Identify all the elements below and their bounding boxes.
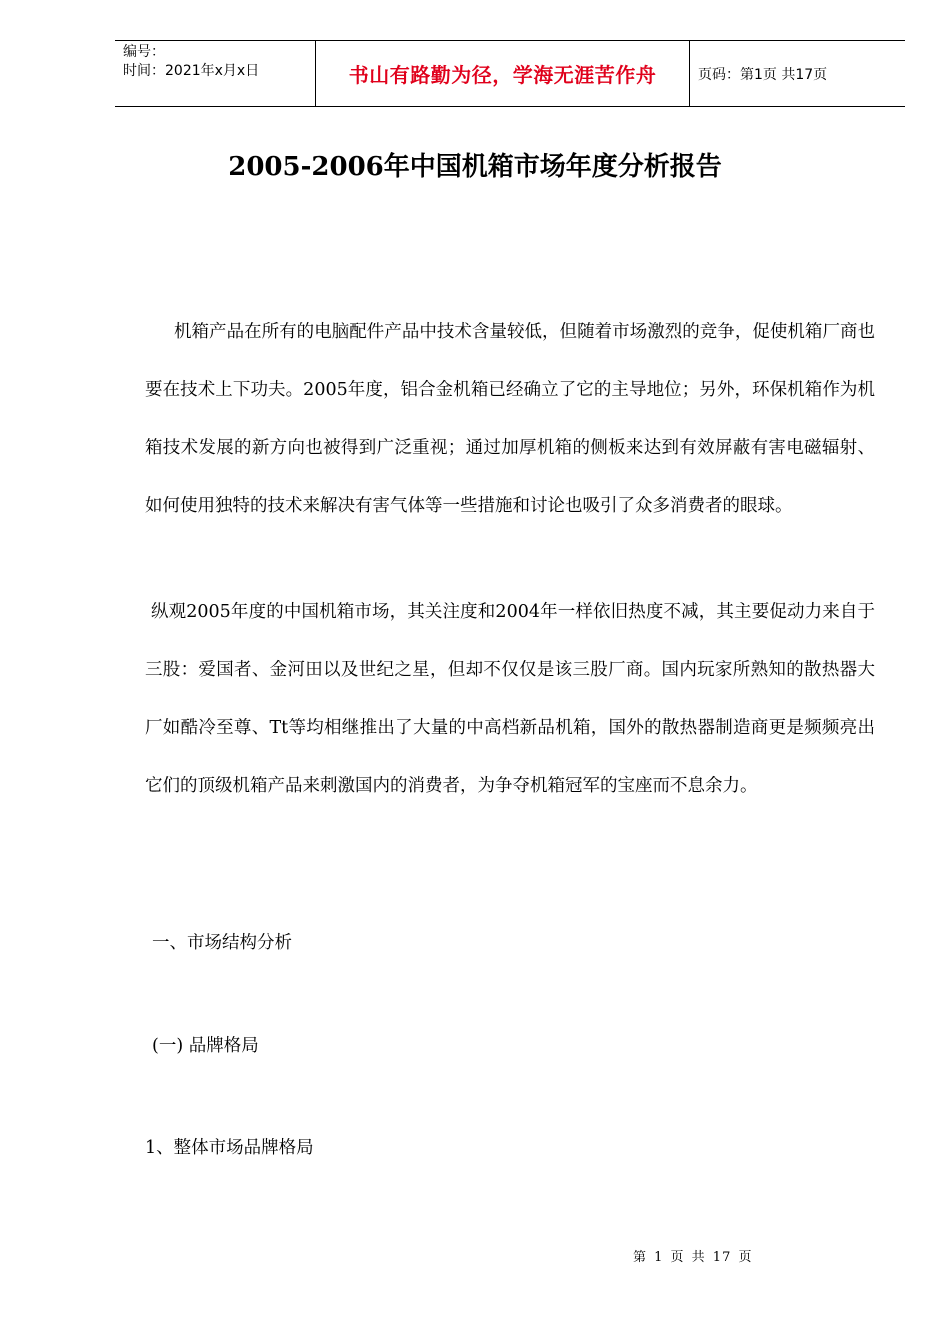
document-date: 时间：2021年x月x日: [123, 63, 260, 79]
section-heading: 一、市场结构分析: [152, 933, 292, 953]
body-paragraph-1: 机箱产品在所有的电脑配件产品中技术含量较低，但随着市场激烈的竞争，促使机箱厂商也要在技术上下功夫。2005年度，铝合金机箱已经确立了它的主导地位；另外，环保机箱作为机箱技术发展的新方向也被得到广泛重视；通过加厚机箱的侧板来达到有效屏蔽有害电磁辐射、如何使用独特的技术来解决有害气体等一些措施和讨论也吸引了众多消费者的眼球。: [145, 322, 875, 516]
header-motto: 书山有路勤为径，学海无涯苦作舟: [348, 63, 657, 87]
subsection-heading: (一) 品牌格局: [152, 1036, 259, 1056]
header-page-cell: [690, 41, 905, 106]
header-page-info: 页码：第1页 共17页: [698, 66, 828, 83]
document-title: 2005-2006年中国机箱市场年度分析报告: [228, 152, 722, 182]
item-heading: 1、整体市场品牌格局: [145, 1138, 314, 1158]
document-number-label: 编号：: [123, 44, 165, 60]
header-meta-cell: [115, 41, 316, 106]
page-header: [115, 40, 905, 107]
body-paragraph-2: 纵观2005年度的中国机箱市场，其关注度和2004年一样依旧热度不减，其主要促动力来自于三股：爱国者、金河田以及世纪之星，但却不仅仅是该三股厂商。国内玩家所熟知的散热器大厂如酷冷至尊、Tt等均相继推出了大量的中高档新品机箱，国外的散热器制造商更是频频亮出它们的顶级机箱产品来刺激国内的消费者，为争夺机箱冠军的宝座而不息余力。: [145, 602, 875, 796]
page-footer: 第 1 页 共 17 页: [633, 1250, 753, 1265]
header-motto-cell: [316, 41, 690, 106]
